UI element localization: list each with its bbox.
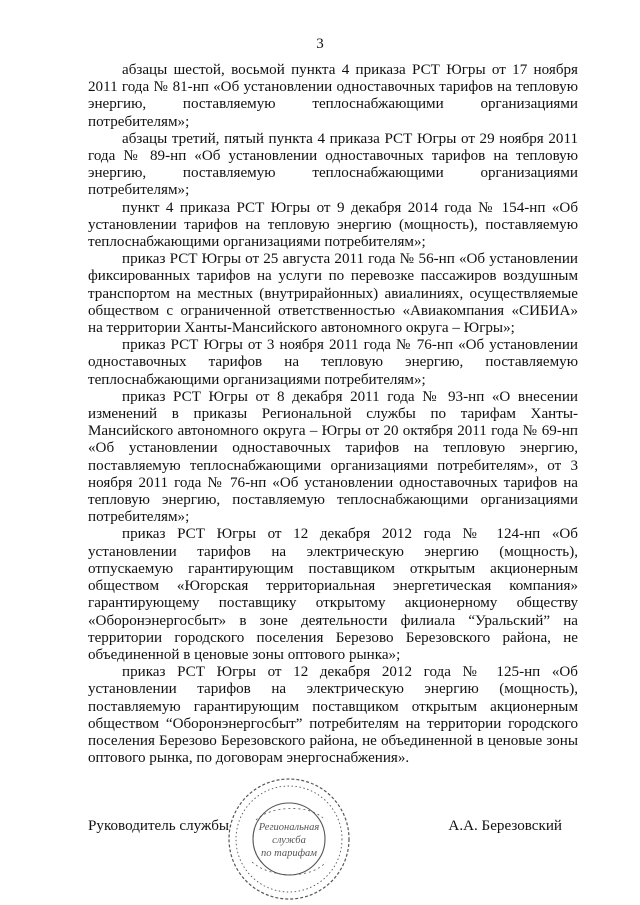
signer-title: Руководитель службы xyxy=(88,818,230,834)
list-item: абзацы третий, пятый пункта 4 приказа РСТ Югры от 29 ноября 2011 года № 89-нп «Об установлении одноставочных тарифов на тепловую энергию, поставляемую теплоснабжающими организациями потребителям»; xyxy=(88,130,578,199)
page-number: 3 xyxy=(316,36,324,52)
seal-text: служба xyxy=(272,835,306,846)
list-item: абзацы шестой, восьмой пункта 4 приказа РСТ Югры от 17 ноября 2011 года № 81-нп «Об установлении одноставочных тарифов на тепловую энергию, поставляемую теплоснабжающими организациями потребителям»; xyxy=(88,62,578,130)
list-item: пункт 4 приказа РСТ Югры от 9 декабря 2014 года № 154-нп «Об установлении тарифов на тепловую энергию (мощность), поставляемую теплоснабжающими организациями потребителям»; xyxy=(88,199,578,251)
signer-name: А.А. Березовский xyxy=(448,818,562,834)
signature-block xyxy=(88,818,578,842)
list-item: приказ РСТ Югры от 12 декабря 2012 года № 125-нп «Об установлении тарифов на электрическую энергию (мощность), поставляемую гарантирующим поставщиком открытым акционерным обществом “Оборонэнергосбыт” потребителям на территории городского поселения Березово Березовского района, не объединенной в ценовые зоны оптового рынка, по договорам энергоснабжения». xyxy=(88,664,578,767)
document-body xyxy=(88,62,578,767)
list-item: приказ РСТ Югры от 25 августа 2011 года № 56-нп «Об установлении фиксированных тарифов на услуги по перевозке пассажиров воздушным транспортом на местных (внутрирайонных) авиалиниях, осуществляемые обществом с ограниченной ответственностью «Авиакомпания «СИБИА» на территории Ханты-Мансийского автономного округа – Югры»; xyxy=(88,251,578,337)
list-item: приказ РСТ Югры от 3 ноября 2011 года № 76-нп «Об установлении одноставочных тарифов на тепловую энергию, поставляемую теплоснабжающими организациями потребителям»; xyxy=(88,337,578,388)
seal-text: по тарифам xyxy=(261,848,317,859)
seal-text: Региональная xyxy=(258,822,320,833)
list-item: приказ РСТ Югры от 12 декабря 2012 года № 124-нп «Об установлении тарифов на электрическую энергию (мощность), отпускаемую гарантирующим поставщиком открытым акционерным обществом «Югорская территориальная энергетическая компания» гарантирующему поставщику открытому акционерному обществу «Оборонэнергосбыт» в зоне деятельности филиала “Уральский” на территории городского поселения Березово Березовского района, не объединенной в ценовые зоны оптового рынка»; xyxy=(88,526,578,663)
list-item: приказ РСТ Югры от 8 декабря 2011 года № 93-нп «О внесении изменений в приказы Региональной службы по тарифам Ханты-Мансийского автономного округа – Югры от 20 октября 2011 года № 69-нп «Об установлении одноставочных тарифов на тепловую энергию, поставляемую теплоснабжающими организациями потребителям», от 3 ноября 2011 года № 76-нп «Об установлении одноставочных тарифов на тепловую энергию, поставляемую теплоснабжающими организациями потребителям»; xyxy=(88,388,578,526)
